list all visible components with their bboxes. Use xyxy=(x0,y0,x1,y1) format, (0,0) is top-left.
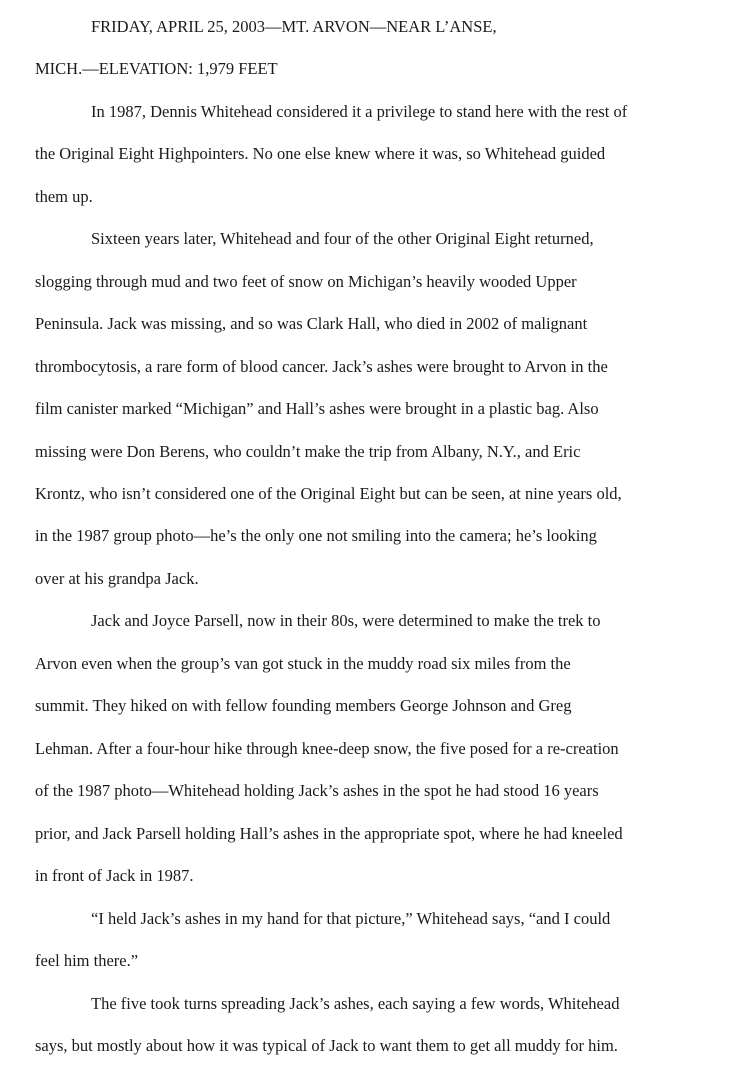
paragraph-3-line-3: summit. They hiked on with fellow founding members George Johnson and Greg xyxy=(35,696,572,715)
paragraph-2-line-9: over at his grandpa Jack. xyxy=(35,569,199,588)
paragraph-3-line-6: prior, and Jack Parsell holding Hall’s ashes in the appropriate spot, where he had kneeled xyxy=(35,824,623,843)
paragraph-3-line-2: Arvon even when the group’s van got stuck in the muddy road six miles from the xyxy=(35,654,571,673)
paragraph-2-line-7: Krontz, who isn’t considered one of the Original Eight but can be seen, at nine years old, xyxy=(35,484,622,503)
paragraph-2-line-3: Peninsula. Jack was missing, and so was Clark Hall, who died in 2002 of malignant xyxy=(35,314,588,333)
paragraph-5-line-1: The five took turns spreading Jack’s ashes, each saying a few words, Whitehead xyxy=(91,994,620,1013)
section-heading-line-1: FRIDAY, APRIL 25, 2003—MT. ARVON—NEAR L’ANSE, xyxy=(91,17,497,36)
paragraph-2-line-1: Sixteen years later, Whitehead and four of the other Original Eight returned, xyxy=(91,229,594,248)
paragraph-5-line-2: says, but mostly about how it was typical of Jack to want them to get all muddy for him. xyxy=(35,1036,618,1055)
paragraph-2-line-2: slogging through mud and two feet of snow on Michigan’s heavily wooded Upper xyxy=(35,272,577,291)
paragraph-2-line-8: in the 1987 group photo—he’s the only one not smiling into the camera; he’s looking xyxy=(35,526,597,545)
paragraph-2-line-4: thrombocytosis, a rare form of blood cancer. Jack’s ashes were brought to Arvon in the xyxy=(35,357,608,376)
paragraph-1-line-2: the Original Eight Highpointers. No one else knew where it was, so Whitehead guided xyxy=(35,144,606,163)
paragraph-2-line-5: film canister marked “Michigan” and Hall’s ashes were brought in a plastic bag. Also xyxy=(35,399,599,418)
paragraph-3-line-7: in front of Jack in 1987. xyxy=(35,866,194,885)
paragraph-1-line-1: In 1987, Dennis Whitehead considered it a privilege to stand here with the rest of xyxy=(91,102,628,121)
paragraph-4-line-1: “I held Jack’s ashes in my hand for that picture,” Whitehead says, “and I could xyxy=(91,909,611,928)
paragraph-4-line-2: feel him there.” xyxy=(35,951,139,970)
section-heading-line-2: MICH.—ELEVATION: 1,979 FEET xyxy=(35,59,278,78)
paragraph-2-line-6: missing were Don Berens, who couldn’t make the trip from Albany, N.Y., and Eric xyxy=(35,442,581,461)
paragraph-3-line-4: Lehman. After a four-hour hike through knee-deep snow, the five posed for a re-creation xyxy=(35,739,619,758)
paragraph-3-line-1: Jack and Joyce Parsell, now in their 80s, were determined to make the trek to xyxy=(91,611,601,630)
paragraph-3-line-5: of the 1987 photo—Whitehead holding Jack’s ashes in the spot he had stood 16 years xyxy=(35,781,599,800)
paragraph-1-line-3: them up. xyxy=(35,187,93,206)
